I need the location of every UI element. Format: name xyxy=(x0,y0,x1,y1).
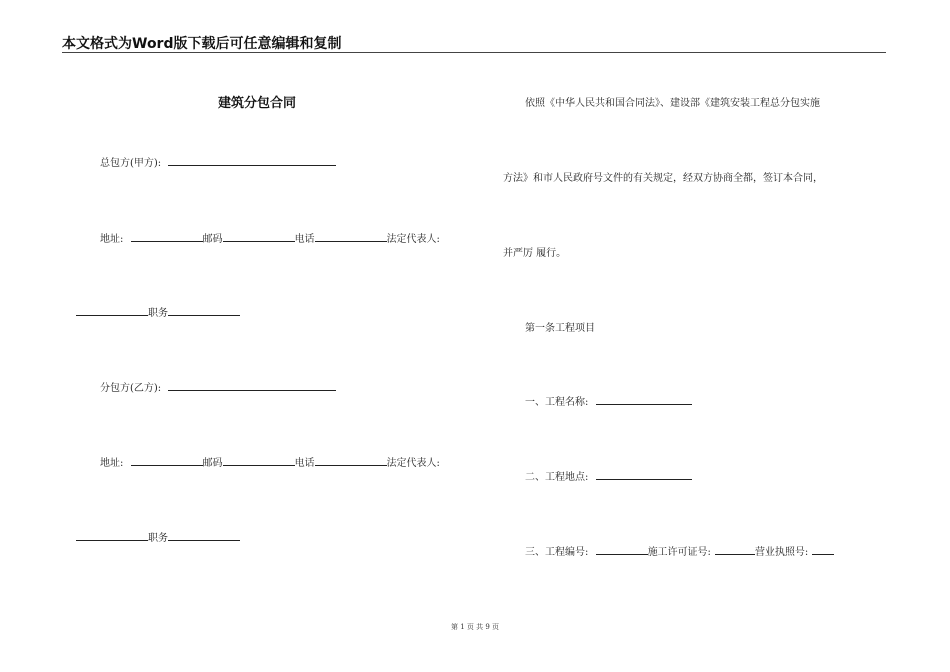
phone-blank-2[interactable] xyxy=(315,454,387,466)
business-license-label: 营业执照号: xyxy=(754,547,809,558)
postcode-label: 邮码 xyxy=(202,234,223,245)
project-name-blank[interactable] xyxy=(596,393,692,405)
project-location-blank[interactable] xyxy=(596,468,692,480)
project-number-blank[interactable] xyxy=(596,543,648,555)
document-title: 建筑分包合同 xyxy=(218,96,297,111)
project-location-label: 二、工程地点: xyxy=(525,472,589,483)
party-a-position-line xyxy=(76,304,240,319)
construction-permit-label: 施工许可证号: xyxy=(647,547,711,558)
postcode-blank-2[interactable] xyxy=(223,454,295,466)
postcode-blank[interactable] xyxy=(223,230,295,242)
party-a-blank[interactable] xyxy=(168,154,336,166)
address-blank-2[interactable] xyxy=(131,454,203,466)
party-b-blank[interactable] xyxy=(168,379,336,391)
legal-rep-label-2: 法定代表人: xyxy=(386,458,440,469)
party-b-position-line xyxy=(76,529,240,544)
party-a-line xyxy=(100,154,336,169)
address-blank[interactable] xyxy=(131,230,203,242)
party-b-line xyxy=(100,379,336,394)
intro-line-1: 依照《中华人民共和国合同法》、建设部《建筑安装工程总分包实施 xyxy=(525,98,820,109)
address-label: 地址: xyxy=(100,234,124,245)
legal-rep-blank[interactable] xyxy=(76,304,148,316)
header-divider xyxy=(62,52,886,53)
legal-rep-label: 法定代表人: xyxy=(386,234,440,245)
page-footer: 第 1 页 共 9 页 xyxy=(450,623,500,631)
intro-line-3: 并严厉 履行。 xyxy=(503,248,567,259)
construction-permit-blank[interactable] xyxy=(715,543,755,555)
intro-line-2: 方法》和市人民政府号文件的有关规定，经双方协商全都，签订本合同， xyxy=(503,173,823,184)
position-blank[interactable] xyxy=(168,304,240,316)
project-name-line xyxy=(525,393,692,408)
position-label-2: 职务 xyxy=(148,533,168,544)
phone-label: 电话 xyxy=(294,234,315,245)
position-blank-2[interactable] xyxy=(168,529,240,541)
postcode-label-2: 邮码 xyxy=(202,458,223,469)
project-number-label: 三、工程编号: xyxy=(525,547,589,558)
party-b-label: 分包方(乙方): xyxy=(100,383,162,394)
position-label: 职务 xyxy=(148,308,168,319)
phone-blank[interactable] xyxy=(315,230,387,242)
business-license-blank[interactable] xyxy=(812,543,834,555)
phone-label-2: 电话 xyxy=(294,458,315,469)
article-1-heading: 第一条工程项目 xyxy=(525,323,595,334)
legal-rep-blank-2[interactable] xyxy=(76,529,148,541)
party-a-label: 总包方(甲方): xyxy=(100,158,162,169)
address-label-2: 地址: xyxy=(100,458,124,469)
party-b-address-line xyxy=(100,454,440,469)
project-number-line xyxy=(525,543,834,558)
project-name-label: 一、工程名称: xyxy=(525,397,589,408)
document-header-banner: 本文格式为Word版下载后可任意编辑和复制 xyxy=(62,36,342,52)
party-a-address-line xyxy=(100,230,440,245)
project-location-line xyxy=(525,468,692,483)
